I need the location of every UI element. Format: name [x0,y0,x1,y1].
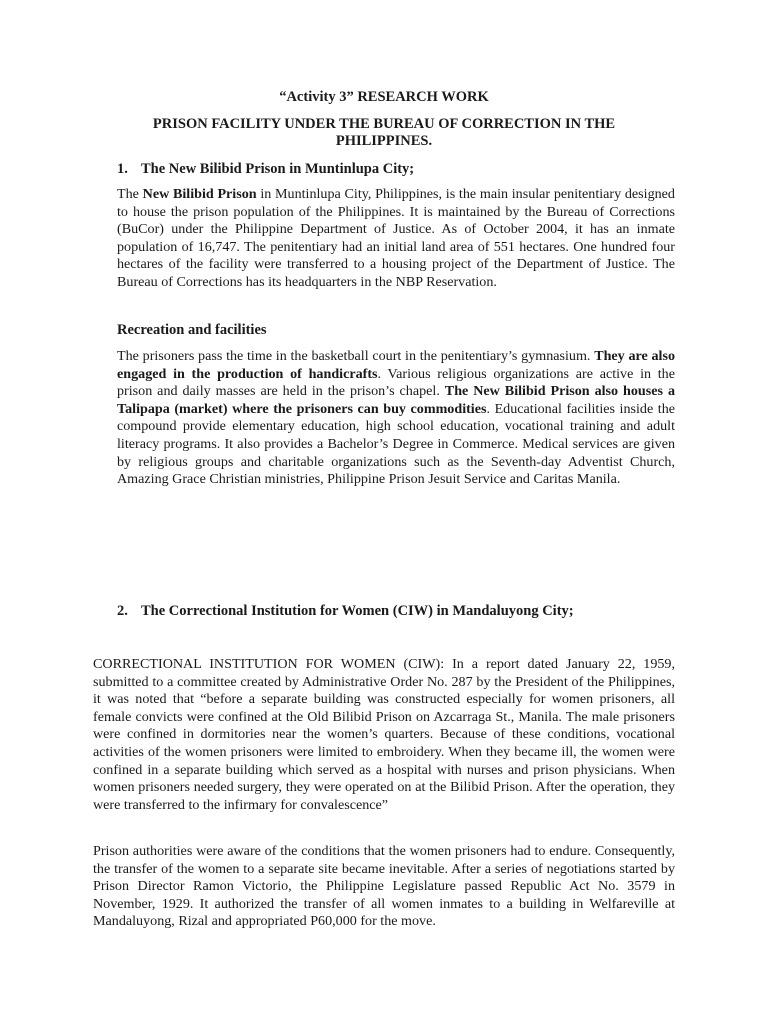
section-1-heading-text: The New Bilibid Prison in Muntinlupa City; [141,161,415,177]
section-1-p1-pre: The [117,186,143,202]
section-1-p1-post: in Muntinlupa City, Philippines, is the main insular penitentiary designed to house the prison population of the Philippines. It is maintained by the Bureau of Corrections (BuCor) under the Philippine Department of Justice. As of October 2004, it has an inmate population of 16,747. The penitentiary had an initial land area of 551 hectares. One hundred four hectares of the facility were transferred to a housing project of the Department of Justice. The Bureau of Corrections has its headquarters in the NBP Reservation. [117,186,675,290]
section-2-paragraph-2: Prison authorities were aware of the conditions that the women prisoners had to endure. Consequently, the transfer of the women to a separate site became inevitable. After a series of negotiations started by Prison Director Ramon Victorio, the Philippine Legislature passed Republic Act No. 3579 in November, 1929. It authorized the transfer of all women inmates to a building in Welfareville at Mandaluyong, Rizal and appropriated P60,000 for the move. [93,843,675,930]
section-1-p2-t3: . Educational facilities inside the compound provide elementary education, high school education, vocational training and adult literacy programs. It also provides a Bachelor’s Degree in Commerce. Medical services are given by religious groups and charitable organizations such as the Seventh-day Adventist Church, Amazing Grace Christian ministries, Philippine Prison Jesuit Service and Caritas Manila. [117,400,675,488]
section-1-paragraph-2 [117,348,675,489]
recreation-subheading: Recreation and facilities [117,322,267,338]
document-title: “Activity 3” RESEARCH WORK [279,89,489,105]
section-1-p1-bold: New Bilibid Prison [142,186,257,202]
document-subtitle: PRISON FACILITY UNDER THE BUREAU OF CORRECTION IN THE PHILIPPINES. [152,116,616,149]
section-1-p2-t1: The prisoners pass the time in the basketball court in the penitentiary’s gymnasium. [117,348,595,364]
section-1-p2-t2: . Various religious organizations are active in the prison and daily masses are held in the prison’s chapel. [117,365,675,400]
section-1-paragraph-1 [117,186,675,292]
section-2-paragraph-1: CORRECTIONAL INSTITUTION FOR WOMEN (CIW): In a report dated January 22, 1959, submitted to a committee created by Administrative Order No. 287 by the President of the Philippines, it was noted that “before a separate building was constructed especially for women prisoners, all female convicts were confined at the Old Bilibid Prison on Azcarraga St., Manila. The male prisoners were confined in dormitories near the women’s quarters. Because of these conditions, vocational activities of the women prisoners were limited to embroidery. When they became ill, the women were confined in a separate building which served as a hospital with nurses and prison physicians. When women prisoners needed surgery, they were operated on at the Bilibid Prison. After the operation, they were transferred to the infirmary for convalescence” [93,656,675,813]
section-1-number: 1. [117,161,128,177]
section-2-heading-text: The Correctional Institution for Women (CIW) in Mandaluyong City; [141,603,574,619]
section-2-heading [117,602,574,620]
section-1-heading [117,160,414,178]
section-1-p2-b2: The New Bilibid Prison also houses a Talipapa (market) where the prisoners can buy commodities [117,383,675,417]
section-1-p2-b1: They are also engaged in the production of handicrafts [117,348,676,382]
section-2-number: 2. [117,603,128,619]
